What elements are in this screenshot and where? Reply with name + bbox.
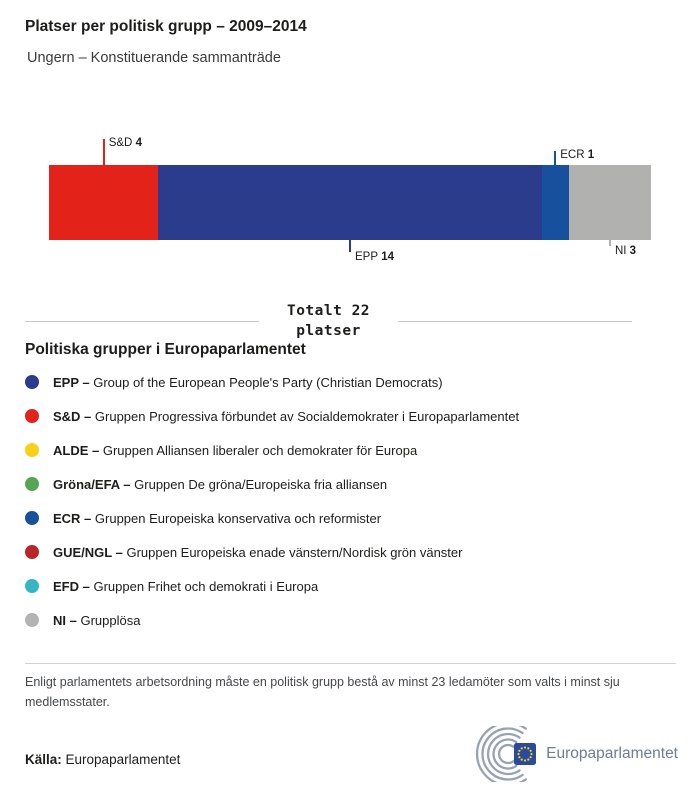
- bar-segment-ni: [569, 165, 651, 240]
- legend-dot-s-d: [25, 409, 39, 423]
- legend-list: [25, 365, 675, 637]
- bar-segment-ecr: [542, 165, 569, 240]
- europarl-logo-icon: [468, 726, 540, 782]
- leader-line-epp: [349, 240, 351, 252]
- total-seats-row: [25, 302, 632, 341]
- europarl-brand: [468, 726, 678, 782]
- legend-item-ni: [25, 603, 675, 637]
- bar-label-ecr: ECR 1: [560, 149, 595, 161]
- leader-line-ecr: [554, 151, 556, 165]
- bar-label-epp: EPP 14: [355, 251, 395, 263]
- total-seats-line2: platser: [296, 322, 361, 339]
- legend-dot-gue-ngl: [25, 545, 39, 559]
- bar-label-ni: NI 3: [614, 245, 637, 257]
- legend-label-ni: NI – Grupplösa: [53, 612, 141, 628]
- stacked-bar: [49, 165, 651, 240]
- legend-dot-ecr: [25, 511, 39, 525]
- leader-line-sd: [103, 139, 105, 165]
- legend-dot-gr-na-efa: [25, 477, 39, 491]
- legend-label-gue-ngl: GUE/NGL – Gruppen Europeiska enade vänstern/Nordisk grön vänster: [53, 544, 463, 560]
- legend-label-epp: EPP – Group of the European People's Party (Christian Democrats): [53, 374, 443, 390]
- source-line: [25, 752, 180, 767]
- legend-item-efd: [25, 569, 675, 603]
- seats-stacked-bar-chart: [49, 138, 651, 268]
- legend-heading: Politiska grupper i Europaparlamentet: [25, 341, 306, 358]
- legend-item-alde: [25, 433, 675, 467]
- footnote-divider: [25, 663, 676, 664]
- total-seats-line1: Totalt 22: [286, 303, 371, 319]
- legend-item-gue-ngl: [25, 535, 675, 569]
- source-value: Europaparlamentet: [65, 752, 181, 767]
- total-left-rule: [25, 321, 259, 322]
- bar-label-sd: S&D 4: [108, 137, 142, 149]
- legend-dot-efd: [25, 579, 39, 593]
- legend-label-ecr: ECR – Gruppen Europeiska konservativa och reformister: [53, 510, 382, 526]
- legend-dot-ni: [25, 613, 39, 627]
- legend-item-gr-na-efa: [25, 467, 675, 501]
- legend-label-s-d: S&D – Gruppen Progressiva förbundet av Socialdemokrater i Europaparlamentet: [53, 408, 520, 424]
- legend-item-ecr: [25, 501, 675, 535]
- page-title: Platser per politisk grupp – 2009–2014: [25, 18, 307, 35]
- total-right-rule: [398, 321, 632, 322]
- legend-dot-alde: [25, 443, 39, 457]
- legend-label-alde: ALDE – Gruppen Alliansen liberaler och demokrater för Europa: [53, 442, 418, 458]
- europarl-logo-text: Europaparlamentet: [546, 745, 678, 762]
- bar-segment-sd: [49, 165, 158, 240]
- legend-label-efd: EFD – Gruppen Frihet och demokrati i Europa: [53, 578, 319, 594]
- eu-flag: [514, 743, 536, 765]
- leader-line-ni: [609, 240, 611, 246]
- bar-segment-epp: [158, 165, 541, 240]
- legend-item-epp: [25, 365, 675, 399]
- legend-dot-epp: [25, 375, 39, 389]
- legend-item-s-d: [25, 399, 675, 433]
- total-seats-caption: [287, 302, 370, 341]
- source-label: Källa:: [25, 752, 62, 767]
- footnote-text: Enligt parlamentets arbetsordning måste en politisk grupp bestå av minst 23 ledamöter som valts i minst sju medlemsstater.: [25, 675, 620, 709]
- page-subtitle: Ungern – Konstituerande sammanträde: [27, 50, 281, 66]
- legend-label-gr-na-efa: Gröna/EFA – Gruppen De gröna/Europeiska fria alliansen: [53, 476, 388, 492]
